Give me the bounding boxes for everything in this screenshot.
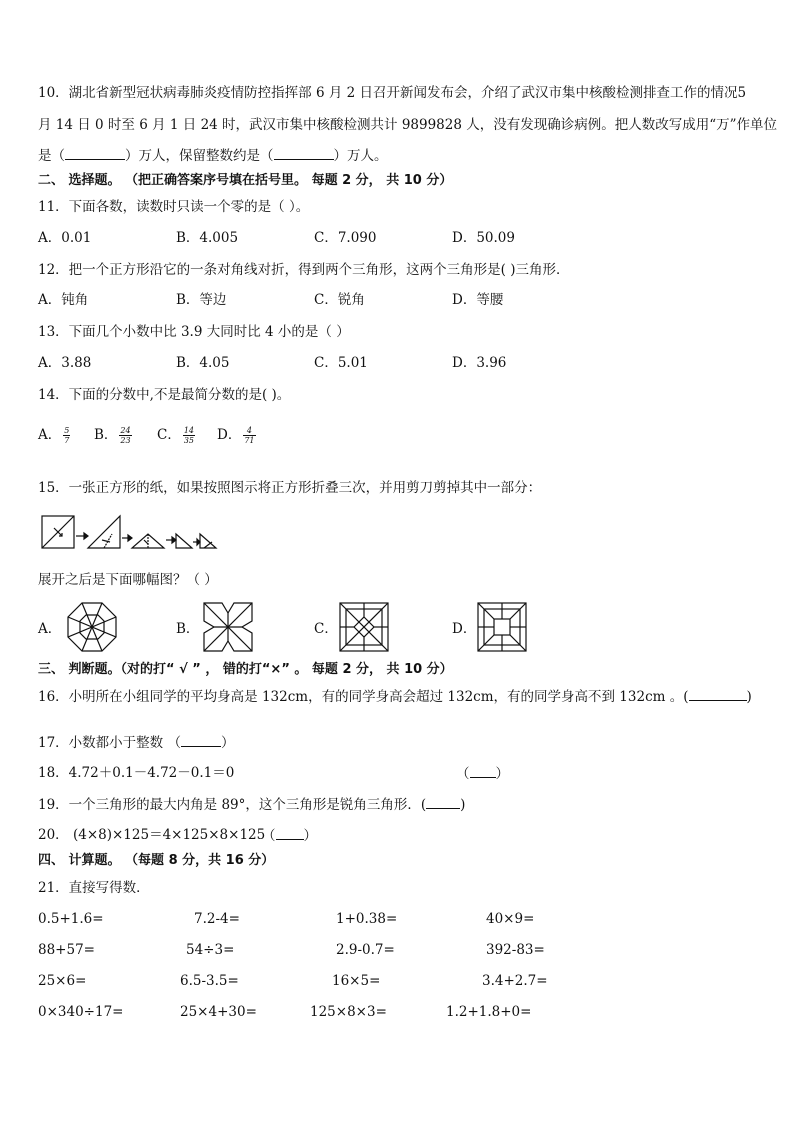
q18-close: ） [495,766,509,782]
q13-option-c[interactable]: C．5.01 [314,355,368,371]
calc-item[interactable]: 0×340÷17= [38,1004,124,1020]
q12-option-a[interactable]: A．钝角 [38,292,89,308]
q10-text-b: ）万人，保留整数约是（ [125,148,274,164]
q18-answer-blank[interactable] [470,764,496,778]
q11-option-b[interactable]: B．4.005 [176,230,239,246]
q15-option-c-figure[interactable] [338,601,390,653]
q16-close: ) [746,689,752,705]
q13-option-a[interactable]: A．3.88 [38,355,92,371]
q14-option-c-label: C． [157,427,181,443]
q14-fraction-a: $\frac{5}{7}$ [64,426,70,445]
q14-fraction-d: $\frac{4}{71}$ [244,426,255,445]
q10-blank-2[interactable] [274,146,334,160]
q14-fraction-c: $\frac{14}{35}$ [183,426,195,445]
calc-item[interactable]: 88+57= [38,942,95,958]
q12-option-d[interactable]: D．等腰 [452,292,504,308]
calc-item[interactable]: 1+0.38= [336,911,398,927]
calc-item[interactable]: 6.5-3.5= [180,973,239,989]
q14-option-a[interactable] [38,426,72,445]
calc-item[interactable]: 54÷3= [186,942,235,958]
q15-option-a-figure[interactable] [66,601,118,653]
section-4-heading: 四、 计算题。 （每题 8 分，共 16 分） [38,853,275,868]
q12-option-c[interactable]: C．锐角 [314,292,365,308]
q12-option-b[interactable]: B．等边 [176,292,227,308]
q15-option-c-label[interactable]: C． [314,621,338,637]
q10-text-a: 是（ [38,148,65,164]
q20-answer-blank[interactable] [276,826,304,840]
q10-blank-1[interactable] [65,146,125,160]
q10-line1: 10．湖北省新型冠状病毒肺炎疫情防控指挥部 6 月 2 日召开新闻发布会，介绍了武汉市集中核酸检测排查工作的情况5 [38,85,747,101]
q11-option-c[interactable]: C．7.090 [314,230,377,246]
q11-option-a[interactable]: A．0.01 [38,230,92,246]
q15-option-a-label[interactable]: A． [38,621,62,637]
q12-stem: 12．把一个正方形沿它的一条对角线对折，得到两个三角形，这两个三角形是( )三角形． [38,262,570,278]
q18-answer[interactable] [456,764,509,783]
q14-fraction-b: $\frac{24}{23}$ [120,426,131,445]
q15-stem: 15．一张正方形的纸，如果按照图示将正方形折叠三次，并用剪刀剪掉其中一部分： [38,480,542,496]
q10-line3 [38,146,388,165]
q17-text: 17．小数都小于整数 （ [38,735,181,751]
fold-step-smaller-triangle [176,534,192,548]
q17-line [38,733,234,752]
q14-option-b[interactable] [94,426,134,445]
calc-item[interactable]: 392-83= [486,942,545,958]
q13-option-d[interactable]: D．3.96 [452,355,507,371]
q15-question: 展开之后是下面哪幅图？（ ） [38,572,218,588]
q14-stem: 14．下面的分数中,不是最简分数的是( )。 [38,387,291,403]
calc-item[interactable]: 1.2+1.8+0= [446,1004,532,1020]
q16-text: 16．小明所在小组同学的平均身高是 132cm，有的同学身高会超过 132cm，有的同学身高不到 132cm 。( [38,689,689,705]
section-3-heading: 三、 判断题。（对的打“ √ ” ， 错的打“×” 。 每题 2 分， 共 10 分） [38,662,453,677]
calc-item[interactable]: 40×9= [486,911,535,927]
q18-text: 18．4.72＋0.1－4.72－0.1＝0 [38,765,235,781]
fold-step-cut-triangle [200,534,216,548]
q16-answer-blank[interactable] [689,687,747,701]
q19-line [38,795,465,814]
q14-option-b-label: B． [94,427,118,443]
calc-item[interactable]: 25×4+30= [180,1004,257,1020]
calc-item[interactable]: 0.5+1.6= [38,911,104,927]
q17-close: ） [220,735,235,751]
calc-item[interactable]: 2.9-0.7= [336,942,395,958]
q11-option-d[interactable]: D．50.09 [452,230,515,246]
section-2-heading: 二、 选择题。 （把正确答案序号填在括号里。 每题 2 分， 共 10 分） [38,173,453,188]
q14-option-d[interactable] [217,426,258,445]
q14-option-d-label: D． [217,427,242,443]
q17-answer-blank[interactable] [181,733,221,747]
folding-sequence-figure [40,512,220,554]
calc-item[interactable]: 125×8×3= [310,1004,387,1020]
q20-close: ） [303,828,317,844]
q15-option-b-label[interactable]: B． [176,621,200,637]
calc-item[interactable]: 3.4+2.7= [482,973,548,989]
q19-close: ) [460,797,466,813]
q20-open: （ [262,828,276,844]
q10-line2: 月 14 日 0 时至 6 月 1 日 24 时，武汉市集中核酸检测共计 9899828 人，没有发现确诊病例。把人数改写成用“万”作单位 [38,117,778,133]
q21-stem: 21．直接写得数． [38,880,150,896]
q15-option-d-label[interactable]: D． [452,621,477,637]
calc-item[interactable]: 25×6= [38,973,87,989]
q11-stem: 11．下面各数，读数时只读一个零的是（ ）。 [38,199,310,215]
q20-answer[interactable] [262,826,317,845]
q19-answer-blank[interactable] [426,795,460,809]
q15-option-d-figure[interactable] [476,601,528,653]
q18-open: （ [456,766,470,782]
fold-step-triangle [88,516,120,548]
q16-line [38,687,752,706]
q13-option-b[interactable]: B．4.05 [176,355,230,371]
q19-text: 19．一个三角形的最大内角是 89°，这个三角形是锐角三角形．( [38,797,427,813]
q14-option-a-label: A． [38,427,62,443]
calc-item[interactable]: 7.2-4= [194,911,240,927]
q14-option-c[interactable] [157,426,197,445]
q13-stem: 13．下面几个小数中比 3.9 大同时比 4 小的是（ ） [38,324,350,340]
q10-text-c: ）万人。 [333,148,388,164]
q20-text: 20． (4×8)×125＝4×125×8×125 [38,827,266,843]
calc-item[interactable]: 16×5= [332,973,381,989]
q15-option-b-figure[interactable] [202,601,254,653]
